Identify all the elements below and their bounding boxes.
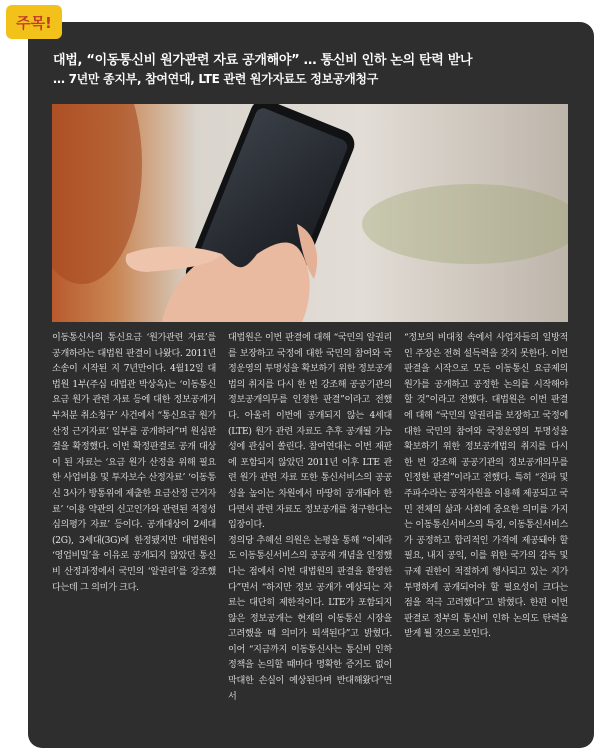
article-column-2: [228, 331, 392, 705]
article-headline: [53, 51, 573, 89]
headline-subtitle: … 7년만 종지부, 참여연대, LTE 관련 원가자료도 정보공개청구: [53, 72, 378, 86]
article-column-3: [404, 331, 568, 705]
article-photo: [52, 104, 568, 322]
column-3-text: “정보의 비대칭 속에서 사업자들의 일방적인 주장은 전혀 설득력을 갖지 못한다. 이번 판결을 시작으로 모든 이동통신 요금제의 원가를 공개하고 공정한 논의를 시작해야 할 것”이라고 전했다. 대법원은 이번 판결에 대해 “국민의 알권리를 보장하고 국정에 대한 국민의 참여와 국정운영의 투명성을 확보하기 위한 정보공개법의 취지를 다시 한 번 강조해 공공기관의 정보공개의무를 인정한 판결”이라고 전했다. 특히 “전파 및 주파수라는 공적자원을 이용해 제공되고 국민 전체의 삶과 사회에 중요한 의미를 가지는 이동통신서비스의 특징, 이동통신서비스가 공정하고 합리적인 가격에 제공돼야 할 필요, 내지 공익, 이를 위한 국가의 감독 및 규제 권한이 적절하게 행사되고 있는 지가 투명하게 공개되어야 할 필요성이 크다는 점을 적극 고려했다”고 밝혔다. 한편 이번 판결로 정부의 통신비 인하 논의도 탄력을 받게 될 것으로 보인다.: [404, 333, 568, 640]
column-2a-text: 대법원은 이번 판결에 대해 “국민의 알권리를 보장하고 국정에 대한 국민의 참여와 국정운영의 투명성을 확보하기 위한 정보공개법의 취지를 다시 한 번 강조해 공공기관의 정보공개의무를 인정한 판결”이라고 전했다. 아울러 이번에 공개되지 않는 4세대(LTE) 원가 관련 자료도 추후 공개될 가능성에 관심이 쏠린다. 참여연대는 이번 재판에 포함되지 않았던 2011년 이후 LTE 관련 원가 관련 자료 또한 통신서비스의 공공성을 높이는 차원에서 마땅히 공개돼야 한다면서 관련 자료도 정보공개를 청구한다는 입장이다.: [228, 333, 392, 531]
article-body: [52, 331, 568, 705]
headline-title: 대법, “이동통신비 원가관련 자료 공개해야” … 통신비 인하 논의 탄력 받나: [53, 53, 473, 68]
badge-label: 주목!: [6, 5, 62, 39]
hand-holding-smartphone-icon: [52, 104, 568, 322]
article-column-1: [52, 331, 216, 705]
column-2b-text: 정의당 추혜선 의원은 논평을 통해 “이제라도 이동통신서비스의 공공재 개념을 인정했다는 점에서 이번 대법원의 판결을 환영한다”면서 “하지만 정보 공개가 예상되는 자료는 대단히 제한적이다. LTE가 포함되지 않은 정보공개는 현재의 이동통신 시장을 고려했을 때 의미가 퇴색된다”고 밝혔다. 이어 “지금까지 이동통신사는 통신비 인하 정책을 논의할 때마다 명확한 증거도 없이 막대한 손실이 예상된다며 반대해왔다”면서: [228, 535, 392, 702]
column-1-text: 이동통신사의 통신요금 ‘원가관련 자료’를 공개하라는 대법원 판결이 나왔다. 2011년 소송이 시작된 지 7년만이다. 4월12일 대법원 1부(주심 대법관 박상옥)는 ‘이동통신요금 원가 관련 자료 등에 대한 정보공개거부처분 취소청구’ 사건에서 “통신요금 원가 산정 근거자료’ 일부를 공개하라”며 원심판결을 확정했다. 이번 확정판결로 공개 대상이 된 자료는 ‘요금 원가 산정을 위해 필요한 사업비용 및 투자보수 산정자료’ ‘이동통신 3사가 방통위에 제출한 요금산정 근거자료’ ‘이용 약관의 신고인가와 관련된 적정성 심의평가 자료’ 등이다. 공개대상이 2세대(2G), 3세대(3G)에 한정됐지만 대법원이 ‘영업비밀’을 이유로 공개되지 않았던 통신비 산정과정에서 국민의 ‘알권리’를 강조했다는데 그 의미가 크다.: [52, 333, 216, 593]
